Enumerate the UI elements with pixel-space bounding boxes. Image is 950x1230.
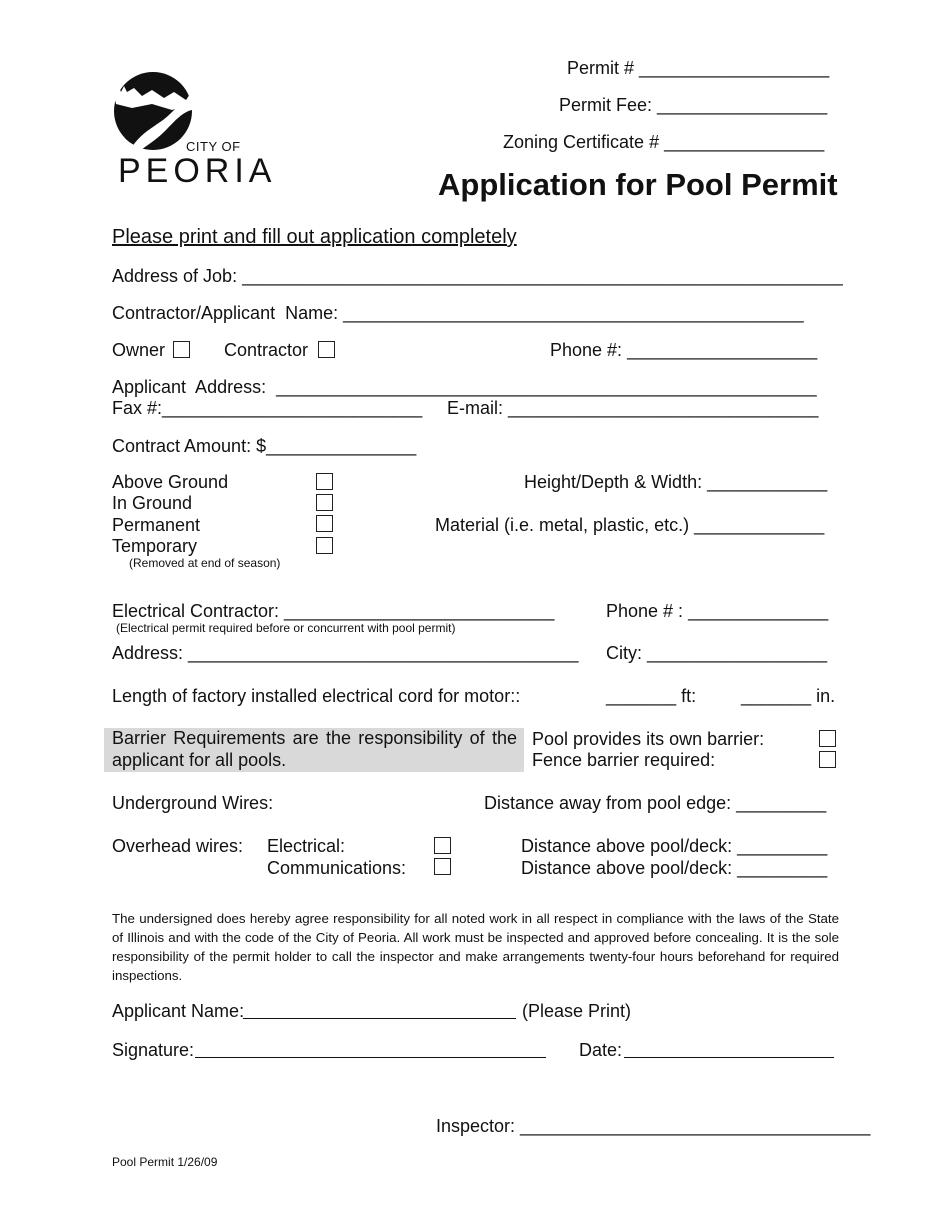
phone-field[interactable]: Phone #: ___________________ — [550, 340, 818, 360]
overhead-electrical-label: Electrical: — [267, 836, 346, 856]
owner-label: Owner — [112, 340, 166, 360]
contractor-label: Contractor — [224, 340, 309, 360]
applicant-name-line[interactable] — [243, 1018, 516, 1019]
owner-checkbox[interactable] — [173, 341, 190, 358]
electrical-permit-note: (Electrical permit required before or concurrent with pool permit) — [116, 621, 456, 635]
signature-label: Signature: — [112, 1040, 195, 1060]
own-barrier-checkbox[interactable] — [819, 730, 836, 747]
overhead-electrical-checkbox[interactable] — [434, 837, 451, 854]
zoning-certificate-field[interactable]: Zoning Certificate # ________________ — [503, 132, 825, 152]
temporary-label: Temporary — [112, 536, 198, 556]
cord-length-in-field[interactable]: _______ in. — [741, 686, 836, 706]
overhead-communications-checkbox[interactable] — [434, 858, 451, 875]
permit-fee-field[interactable]: Permit Fee: _________________ — [559, 95, 828, 115]
distance-pool-edge-field[interactable]: Distance away from pool edge: _________ — [484, 793, 827, 813]
above-ground-checkbox[interactable] — [316, 473, 333, 490]
permanent-label: Permanent — [112, 515, 201, 535]
own-barrier-label: Pool provides its own barrier: — [532, 729, 765, 749]
above-ground-label: Above Ground — [112, 472, 229, 492]
agreement-paragraph: The undersigned does hereby agree responsibility for all noted work in all respect in compliance with the laws of the State of Illinois and with the code of the City of Peoria. All work must be inspected and approved before concealing. It is the sole responsibility of the permit holder to call the inspector and make arrangements twenty-four hours beforehand for required inspections. — [112, 911, 839, 983]
electrical-address-field[interactable]: Address: _______________________________________ — [112, 643, 579, 663]
date-label: Date: — [579, 1040, 623, 1060]
electrical-phone-field[interactable]: Phone # : ______________ — [606, 601, 829, 621]
cord-length-label: Length of factory installed electrical cord for motor:: — [112, 686, 521, 706]
please-print-label: (Please Print) — [522, 1001, 632, 1021]
electrical-city-field[interactable]: City: __________________ — [606, 643, 828, 663]
permit-number-field[interactable]: Permit # ___________________ — [567, 58, 830, 78]
date-line[interactable] — [624, 1057, 834, 1058]
cord-length-ft-field[interactable]: _______ ft: — [606, 686, 697, 706]
material-field[interactable]: Material (i.e. metal, plastic, etc.) _____________ — [435, 515, 825, 535]
temporary-note: (Removed at end of season) — [129, 556, 281, 570]
logo-city-of: CITY OF — [186, 139, 241, 154]
temporary-checkbox[interactable] — [316, 537, 333, 554]
contractor-checkbox[interactable] — [318, 341, 335, 358]
overhead-communications-label: Communications: — [267, 858, 407, 878]
address-of-job-field[interactable]: Address of Job: ____________________________________________________________ — [112, 266, 843, 286]
fence-barrier-checkbox[interactable] — [819, 751, 836, 768]
permanent-checkbox[interactable] — [316, 515, 333, 532]
electrical-contractor-field[interactable]: Electrical Contractor: ___________________________ — [112, 601, 555, 621]
logo-city-name: PEORIA — [118, 152, 277, 190]
underground-wires-label: Underground Wires: — [112, 793, 274, 813]
barrier-requirement-text: Barrier Requirements are the responsibility of the applicant for all pools. — [112, 728, 517, 770]
form-version-footer: Pool Permit 1/26/09 — [112, 1155, 218, 1169]
contract-amount-field[interactable]: Contract Amount: $_______________ — [112, 436, 417, 456]
inspector-field[interactable]: Inspector: ___________________________________ — [436, 1116, 871, 1136]
in-ground-checkbox[interactable] — [316, 494, 333, 511]
overhead-wires-label: Overhead wires: — [112, 836, 244, 856]
distance-above-deck-field-1[interactable]: Distance above pool/deck: _________ — [521, 836, 828, 856]
email-field[interactable]: E-mail: _______________________________ — [447, 398, 819, 418]
instructions: Please print and fill out application completely — [112, 226, 517, 248]
signature-line[interactable] — [195, 1057, 546, 1058]
contractor-name-field[interactable]: Contractor/Applicant Name: ______________________________________________ — [112, 303, 804, 323]
page-title: Application for Pool Permit — [438, 167, 838, 202]
fence-barrier-label: Fence barrier required: — [532, 750, 716, 770]
applicant-name-label: Applicant Name: — [112, 1001, 245, 1021]
fax-field[interactable]: Fax #:__________________________ — [112, 398, 423, 418]
in-ground-label: In Ground — [112, 493, 193, 513]
peoria-logo-icon — [112, 70, 194, 152]
applicant-address-field[interactable]: Applicant Address: ______________________________________________________ — [112, 377, 817, 397]
distance-above-deck-field-2[interactable]: Distance above pool/deck: _________ — [521, 858, 828, 878]
height-depth-width-field[interactable]: Height/Depth & Width: ____________ — [524, 472, 828, 492]
